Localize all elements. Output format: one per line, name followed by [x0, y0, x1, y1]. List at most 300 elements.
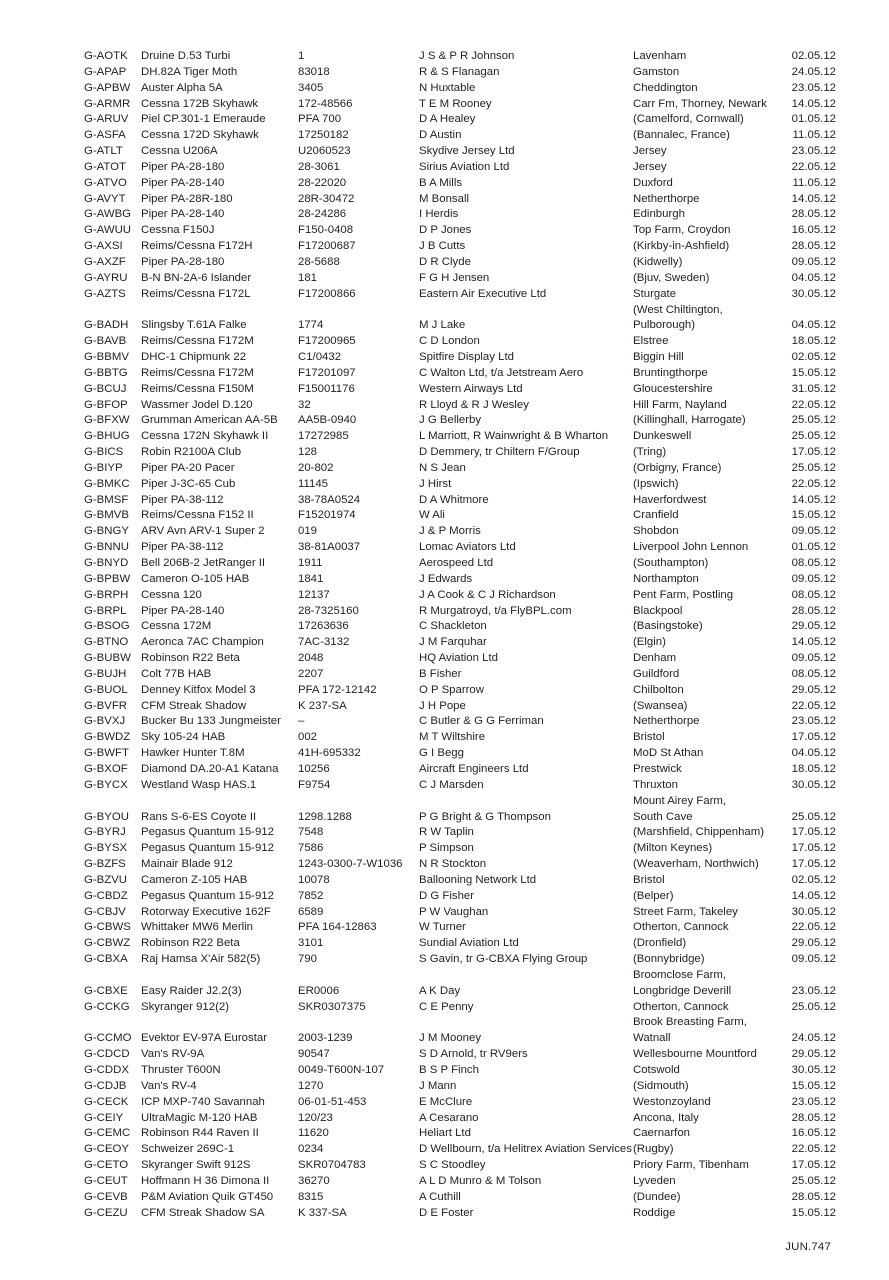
date-cell: 14.05.12	[791, 192, 836, 205]
base-line: (Marshfield, Chippenham)	[633, 826, 765, 839]
base-cell	[633, 905, 783, 921]
construction-number-cell: 002	[298, 731, 318, 744]
table-row	[84, 968, 836, 1000]
date-cell: 24.05.12	[791, 65, 836, 78]
base-cell	[633, 366, 783, 382]
construction-number-cell: 28-22020	[298, 176, 347, 189]
base-line: (Belper)	[633, 889, 674, 902]
owner-cell: Sundial Aviation Ltd	[419, 937, 519, 950]
construction-number-cell: 28R-30472	[298, 192, 355, 205]
registration-cell: G-CCMO	[84, 1032, 132, 1045]
owner-cell: B Fisher	[419, 667, 462, 680]
base-cell	[633, 762, 783, 778]
date-cell: 31.05.12	[791, 382, 836, 395]
table-row	[84, 778, 836, 794]
aircraft-type-cell: Reims/Cessna F172L	[141, 287, 251, 300]
date-cell: 22.05.12	[791, 398, 836, 411]
date-cell: 28.05.12	[791, 1111, 836, 1124]
base-line: Northampton	[633, 572, 699, 585]
date-cell: 22.05.12	[791, 699, 836, 712]
construction-number-cell: 7AC-3132	[298, 636, 350, 649]
date-cell: 23.05.12	[791, 1095, 836, 1108]
aircraft-type-cell: Reims/Cessna F150M	[141, 382, 254, 395]
aircraft-type-cell: Auster Alpha 5A	[141, 81, 223, 94]
construction-number-cell: 7852	[298, 889, 324, 902]
owner-cell: D A Whitmore	[419, 493, 489, 506]
base-cell	[633, 1015, 783, 1047]
construction-number-cell: F150-0408	[298, 224, 354, 237]
base-line: Brook Breasting Farm,	[633, 1016, 747, 1029]
registration-cell: G-BFOP	[84, 398, 128, 411]
owner-cell: C D London	[419, 335, 480, 348]
owner-cell: Eastern Air Executive Ltd	[419, 287, 547, 300]
base-line: Carr Fm, Thorney, Newark	[633, 97, 767, 110]
construction-number-cell: C1/0432	[298, 351, 342, 364]
aircraft-type-cell: Piper PA-28-140	[141, 604, 225, 617]
owner-cell: J Hirst	[419, 477, 452, 490]
aircraft-type-cell: Westland Wasp HAS.1	[141, 778, 257, 791]
aircraft-type-cell: Rotorway Executive 162F	[141, 905, 271, 918]
base-cell	[633, 303, 783, 335]
table-row	[84, 540, 836, 556]
base-line: Lavenham	[633, 50, 687, 62]
date-cell: 24.05.12	[791, 1032, 836, 1045]
base-line: Longbridge Deverill	[633, 984, 732, 997]
date-cell: 29.05.12	[791, 683, 836, 696]
registration-cell: G-CEIY	[84, 1111, 124, 1124]
base-line: (Elgin)	[633, 636, 666, 649]
table-row	[84, 350, 836, 366]
registration-cell: G-BNYD	[84, 557, 129, 569]
registration-cell: G-ARMR	[84, 97, 131, 110]
registration-cell: G-APAP	[84, 65, 127, 78]
registration-cell: G-AYRU	[84, 271, 128, 284]
construction-number-cell: 28-3061	[298, 160, 340, 173]
table-row	[84, 334, 836, 350]
owner-cell: S Gavin, tr G-CBXA Flying Group	[419, 953, 588, 966]
owner-cell: Heliart Ltd	[419, 1127, 471, 1140]
base-cell	[633, 1126, 783, 1142]
registration-cell: G-AOTK	[84, 50, 128, 62]
base-line: Bristol	[633, 873, 665, 886]
registration-cell: G-BUBW	[84, 652, 131, 665]
base-line: Edinburgh	[633, 208, 685, 221]
base-line: (Weaverham, Northwich)	[633, 858, 759, 871]
table-row	[84, 556, 836, 572]
aircraft-type-cell: P&M Aviation Quik GT450	[141, 1190, 274, 1203]
date-cell: 08.05.12	[791, 588, 836, 601]
base-cell	[633, 556, 783, 572]
base-cell	[633, 477, 783, 493]
aircraft-type-cell: Cessna 172B Skyhawk	[141, 97, 259, 110]
base-cell	[633, 81, 783, 97]
construction-number-cell: 28-5688	[298, 255, 340, 268]
aircraft-type-cell: Piper PA-38-112	[141, 493, 224, 506]
base-cell	[633, 1095, 783, 1111]
construction-number-cell: 06-01-51-453	[298, 1095, 367, 1108]
table-row	[84, 714, 836, 730]
base-line: Watnall	[633, 1032, 671, 1045]
registration-cell: G-AVYT	[84, 192, 126, 205]
base-line: (Bonnybridge)	[633, 953, 705, 966]
date-cell: 08.05.12	[791, 557, 836, 569]
registration-cell: G-BRPL	[84, 604, 127, 617]
date-cell: 14.05.12	[791, 889, 836, 902]
construction-number-cell: F15001176	[298, 382, 355, 395]
page-reference: JUN.747	[785, 1241, 831, 1253]
aircraft-type-cell: Diamond DA.20-A1 Katana	[141, 762, 279, 775]
aircraft-type-cell: Easy Raider J2.2(3)	[141, 984, 242, 997]
owner-cell: D G Fisher	[419, 889, 475, 902]
base-line: Netherthorpe	[633, 715, 700, 728]
base-line: Mount Airey Farm,	[633, 794, 727, 807]
base-cell	[633, 382, 783, 398]
base-cell	[633, 540, 783, 556]
aircraft-type-cell: Aeronca 7AC Champion	[141, 636, 264, 649]
owner-cell: J Edwards	[419, 572, 473, 585]
aircraft-type-cell: DH.82A Tiger Moth	[141, 65, 238, 78]
construction-number-cell: K 337-SA	[298, 1206, 347, 1219]
date-cell: 28.05.12	[791, 1190, 836, 1203]
owner-cell: C J Marsden	[419, 778, 484, 791]
table-row	[84, 1190, 836, 1206]
registration-cell: G-CEOY	[84, 1143, 129, 1156]
registration-cell: G-AWBG	[84, 208, 132, 221]
table-row	[84, 604, 836, 620]
base-cell	[633, 1000, 783, 1016]
table-row	[84, 952, 836, 968]
registration-cell: G-AWUU	[84, 224, 132, 237]
table-row	[84, 651, 836, 667]
table-row	[84, 699, 836, 715]
construction-number-cell: 36270	[298, 1174, 330, 1187]
date-cell: 23.05.12	[791, 984, 836, 997]
date-cell: 29.05.12	[791, 620, 836, 633]
construction-number-cell: 1	[298, 50, 305, 62]
table-row	[84, 239, 836, 255]
base-cell	[633, 97, 783, 113]
base-cell	[633, 857, 783, 873]
base-cell	[633, 192, 783, 208]
base-cell	[633, 49, 783, 65]
registration-cell: G-CBXA	[84, 953, 128, 966]
construction-number-cell: 172-48566	[298, 97, 353, 110]
registration-cell: G-APBW	[84, 81, 131, 94]
aircraft-type-cell: UltraMagic M-120 HAB	[141, 1111, 258, 1124]
construction-number-cell: 11145	[298, 477, 328, 490]
base-line: (Kirkby-in-Ashfield)	[633, 240, 730, 253]
owner-cell: C Walton Ltd, t/a Jetstream Aero	[419, 366, 584, 379]
owner-cell: D A Healey	[419, 113, 476, 126]
base-cell	[633, 239, 783, 255]
owner-cell: A Cesarano	[419, 1111, 479, 1124]
registration-cell: G-BTNO	[84, 636, 129, 649]
base-cell	[633, 730, 783, 746]
aircraft-type-cell: ICP MXP-740 Savannah	[141, 1095, 265, 1108]
registration-cell: G-CCKG	[84, 1000, 130, 1013]
construction-number-cell: 28-7325160	[298, 604, 359, 617]
table-row	[84, 920, 836, 936]
date-cell: 15.05.12	[791, 1079, 836, 1092]
construction-number-cell: 12137	[298, 588, 330, 601]
date-cell: 14.05.12	[791, 97, 836, 110]
date-cell: 09.05.12	[791, 525, 836, 538]
base-line: Shobdon	[633, 525, 679, 538]
owner-cell: C E Penny	[419, 1000, 474, 1013]
base-cell	[633, 287, 783, 303]
table-row	[84, 1174, 836, 1190]
table-row	[84, 730, 836, 746]
aircraft-type-cell: Reims/Cessna F172H	[141, 240, 253, 253]
construction-number-cell: U2060523	[298, 145, 351, 158]
aircraft-type-cell: Reims/Cessna F152 II	[141, 509, 254, 522]
construction-number-cell: 0049-T600N-107	[298, 1064, 385, 1076]
construction-number-cell: 1270	[298, 1079, 324, 1092]
construction-number-cell: 1774	[298, 319, 324, 332]
base-cell	[633, 524, 783, 540]
base-line: Bristol	[633, 731, 665, 744]
base-line: South Cave	[633, 810, 693, 823]
owner-cell: J Mann	[419, 1079, 457, 1092]
base-cell	[633, 1079, 783, 1095]
base-cell	[633, 968, 783, 1000]
owner-cell: O P Sparrow	[419, 683, 484, 696]
base-cell	[633, 1206, 783, 1222]
aircraft-type-cell: Cessna 172D Skyhawk	[141, 129, 259, 142]
table-row	[84, 1000, 836, 1016]
base-line: Cheddington	[633, 81, 698, 94]
base-line: Elstree	[633, 335, 669, 348]
date-cell: 23.05.12	[791, 145, 836, 158]
registration-cell: G-BFXW	[84, 414, 130, 427]
construction-number-cell: 2048	[298, 652, 324, 665]
date-cell: 28.05.12	[791, 604, 836, 617]
owner-cell: J & P Morris	[419, 525, 481, 538]
construction-number-cell: F15201974	[298, 509, 356, 522]
aircraft-type-cell: CFM Streak Shadow	[141, 699, 247, 712]
registration-cell: G-ATLT	[84, 145, 123, 158]
date-cell: 25.05.12	[791, 1000, 836, 1013]
registration-cell: G-CECK	[84, 1095, 129, 1108]
date-cell: 22.05.12	[791, 921, 836, 934]
table-row	[84, 762, 836, 778]
construction-number-cell: K 237-SA	[298, 699, 347, 712]
date-cell: 16.05.12	[791, 224, 836, 237]
table-row	[84, 65, 836, 81]
registration-cell: G-CEMC	[84, 1127, 131, 1140]
base-cell	[633, 952, 783, 968]
registration-cell: G-BZVU	[84, 873, 128, 886]
construction-number-cell: 90547	[298, 1048, 330, 1061]
registration-cell: G-BWFT	[84, 747, 129, 760]
table-row	[84, 936, 836, 952]
date-cell: 16.05.12	[791, 1127, 836, 1140]
registration-cell: G-BUOL	[84, 683, 128, 696]
table-row	[84, 857, 836, 873]
registration-cell: G-CEUT	[84, 1174, 128, 1187]
base-cell	[633, 825, 783, 841]
base-cell	[633, 572, 783, 588]
date-cell: 23.05.12	[791, 715, 836, 728]
base-cell	[633, 936, 783, 952]
construction-number-cell: 41H-695332	[298, 747, 361, 760]
owner-cell: A K Day	[419, 984, 461, 997]
date-cell: 25.05.12	[791, 414, 836, 427]
base-line: Duxford	[633, 176, 673, 189]
registration-cell: G-CBJV	[84, 905, 126, 918]
base-line: Netherthorpe	[633, 192, 700, 205]
construction-number-cell: AA5B-0940	[298, 414, 357, 427]
date-cell: 02.05.12	[791, 351, 836, 364]
base-line: Cotswold	[633, 1064, 680, 1076]
base-cell	[633, 271, 783, 287]
date-cell: 15.05.12	[791, 366, 836, 379]
base-cell	[633, 1111, 783, 1127]
construction-number-cell: 0234	[298, 1143, 324, 1156]
aircraft-type-cell: Mainair Blade 912	[141, 858, 233, 871]
owner-cell: N S Jean	[419, 461, 466, 474]
construction-number-cell: 128	[298, 446, 318, 459]
base-cell	[633, 493, 783, 509]
date-cell: 28.05.12	[791, 240, 836, 253]
base-cell	[633, 350, 783, 366]
construction-number-cell: 1298.1288	[298, 810, 352, 823]
owner-cell: P W Vaughan	[419, 905, 489, 918]
aircraft-type-cell: Piel CP.301-1 Emeraude	[141, 113, 266, 126]
owner-cell: N R Stockton	[419, 858, 487, 871]
base-line: Cranfield	[633, 509, 679, 522]
construction-number-cell: 7548	[298, 826, 324, 839]
aircraft-type-cell: Hawker Hunter T.8M	[141, 747, 245, 760]
date-cell: 14.05.12	[791, 636, 836, 649]
date-cell: 04.05.12	[791, 319, 836, 332]
table-row	[84, 429, 836, 445]
aircraft-type-cell: Bucker Bu 133 Jungmeister	[141, 715, 281, 728]
table-row	[84, 413, 836, 429]
base-cell	[633, 699, 783, 715]
registration-cell: G-BYSX	[84, 842, 128, 855]
base-line: Otherton, Cannock	[633, 921, 729, 934]
registration-cell: G-BCUJ	[84, 382, 127, 395]
aircraft-type-cell: Van's RV-9A	[141, 1048, 205, 1061]
date-cell: 30.05.12	[791, 1064, 836, 1076]
date-cell: 22.05.12	[791, 1143, 836, 1156]
registration-cell: G-AXSI	[84, 240, 123, 253]
owner-cell: J A Cook & C J Richardson	[419, 588, 556, 601]
register-table	[84, 49, 836, 1221]
base-line: (Milton Keynes)	[633, 842, 713, 855]
aircraft-type-cell: Slingsby T.61A Falke	[141, 319, 247, 332]
date-cell: 29.05.12	[791, 1048, 836, 1061]
owner-cell: J M Farquhar	[419, 636, 487, 649]
table-row	[84, 572, 836, 588]
registration-cell: G-BICS	[84, 446, 124, 459]
date-cell: 22.05.12	[791, 477, 836, 490]
owner-cell: J M Mooney	[419, 1032, 482, 1045]
owner-cell: R Murgatroyd, t/a FlyBPL.com	[419, 604, 572, 617]
aircraft-type-cell: Whittaker MW6 Merlin	[141, 921, 254, 934]
base-cell	[633, 778, 783, 794]
base-cell	[633, 413, 783, 429]
owner-cell: D Demmery, tr Chiltern F/Group	[419, 446, 580, 459]
construction-number-cell: 1841	[298, 572, 324, 585]
owner-cell: F G H Jensen	[419, 271, 490, 284]
date-cell: 17.05.12	[791, 858, 836, 871]
aircraft-type-cell: Cameron Z-105 HAB	[141, 873, 248, 886]
construction-number-cell: ER0006	[298, 984, 340, 997]
base-cell	[633, 1190, 783, 1206]
date-cell: 09.05.12	[791, 572, 836, 585]
table-row	[84, 508, 836, 524]
owner-cell: Aircraft Engineers Ltd	[419, 762, 529, 775]
base-line: (Camelford, Cornwall)	[633, 113, 744, 126]
aircraft-type-cell: Cameron O-105 HAB	[141, 572, 250, 585]
owner-cell: P G Bright & G Thompson	[419, 810, 551, 823]
date-cell: 17.05.12	[791, 446, 836, 459]
aircraft-type-cell: Reims/Cessna F172M	[141, 335, 254, 348]
registration-cell: G-BYCX	[84, 778, 128, 791]
owner-cell: M J Lake	[419, 319, 466, 332]
table-row	[84, 667, 836, 683]
table-row	[84, 223, 836, 239]
aircraft-type-cell: DHC-1 Chipmunk 22	[141, 351, 247, 364]
date-cell: 18.05.12	[791, 762, 836, 775]
owner-cell: J B Cutts	[419, 240, 466, 253]
owner-cell: HQ Aviation Ltd	[419, 652, 498, 665]
base-cell	[633, 445, 783, 461]
registration-cell: G-BYOU	[84, 810, 129, 823]
construction-number-cell: 83018	[298, 65, 330, 78]
table-row	[84, 1063, 836, 1079]
owner-cell: R W Taplin	[419, 826, 474, 839]
construction-number-cell: 1911	[298, 557, 323, 569]
aircraft-type-cell: Hoffmann H 36 Dimona II	[141, 1174, 270, 1187]
owner-cell: Skydive Jersey Ltd	[419, 145, 515, 158]
owner-cell: A Cuthill	[419, 1190, 461, 1203]
table-row	[84, 49, 836, 65]
base-line: Guildford	[633, 667, 680, 680]
registration-cell: G-ARUV	[84, 113, 129, 126]
base-line: Bruntingthorpe	[633, 366, 708, 379]
registration-cell: G-BYRJ	[84, 826, 126, 839]
registration-cell: G-BRPH	[84, 588, 129, 601]
aircraft-type-cell: Grumman American AA-5B	[141, 414, 278, 427]
construction-number-cell: 1243-0300-7-W1036	[298, 858, 403, 871]
date-cell: 22.05.12	[791, 160, 836, 173]
base-line: Priory Farm, Tibenham	[633, 1159, 749, 1172]
base-line: Caernarfon	[633, 1127, 690, 1140]
construction-number-cell: F17200965	[298, 335, 356, 348]
registration-cell: G-CDDX	[84, 1064, 129, 1076]
construction-number-cell: 17250182	[298, 129, 349, 142]
aircraft-type-cell: Skyranger Swift 912S	[141, 1159, 251, 1172]
date-cell: 15.05.12	[791, 509, 836, 522]
owner-cell: C Shackleton	[419, 620, 487, 633]
date-cell: 18.05.12	[791, 335, 836, 348]
base-cell	[633, 604, 783, 620]
table-row	[84, 619, 836, 635]
aircraft-type-cell: CFM Streak Shadow SA	[141, 1206, 265, 1219]
base-line: Prestwick	[633, 762, 682, 775]
table-row	[84, 794, 836, 826]
owner-cell: R & S Flanagan	[419, 65, 500, 78]
base-line: Jersey	[633, 160, 667, 173]
owner-cell: Ballooning Network Ltd	[419, 873, 537, 886]
date-cell: 25.05.12	[791, 1174, 836, 1187]
owner-cell: P Simpson	[419, 842, 474, 855]
owner-cell: Sirius Aviation Ltd	[419, 160, 510, 173]
date-cell: 17.05.12	[791, 1159, 836, 1172]
